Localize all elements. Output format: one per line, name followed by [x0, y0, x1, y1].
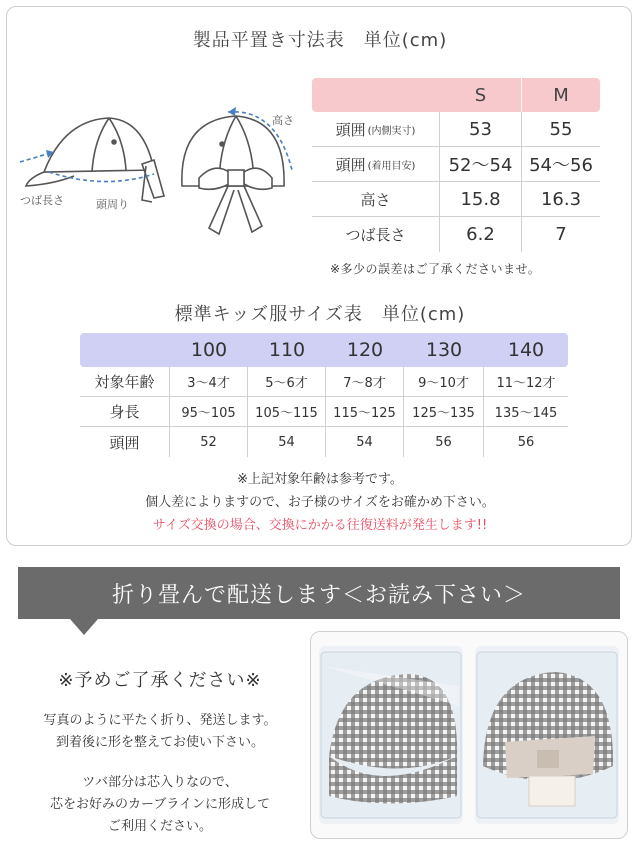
- cell-m: 7: [555, 224, 567, 245]
- folded-shipping-banner: 折り畳んで配送します＜お読み下さい＞: [18, 567, 620, 619]
- table-cell: 9〜10才: [404, 367, 484, 396]
- table-cell: 95〜105: [170, 397, 248, 426]
- table-cell: 56: [404, 427, 484, 457]
- note-age-reference: ※上記対象年齢は参考です。: [237, 472, 403, 487]
- table-row: [80, 367, 568, 397]
- shipping-explanation: [0, 666, 320, 838]
- table-row: [80, 427, 568, 457]
- cell-s: 6.2: [440, 217, 522, 252]
- cap-back-view: [182, 116, 284, 234]
- shipping-line: ツバ部分は芯入りなので、: [82, 775, 238, 790]
- tolerance-note: ※多少の誤差はご了承くださいませ。: [330, 262, 541, 276]
- cell-m: 54〜56: [529, 155, 593, 176]
- row-label: つば長さ: [312, 217, 440, 252]
- table-cell: 56: [517, 434, 535, 450]
- shipping-line: 写真のように平たく折り、発送します。: [43, 713, 277, 728]
- table-cell: 7〜8才: [326, 367, 404, 396]
- packaged-cap-photo-back: [475, 646, 619, 824]
- table-cell: 52: [170, 427, 248, 457]
- table-cell: 105〜115: [248, 397, 326, 426]
- product-table-title: 製品平置き寸法表 単位(cm): [192, 30, 448, 51]
- note-exchange-shipping-warning: サイズ交換の場合、交換にかかる往復送料が発生します!!: [152, 518, 488, 533]
- cell-s: 15.8: [440, 182, 522, 216]
- row-label-text: 頭囲: [335, 120, 366, 139]
- table-cell: 54: [326, 427, 404, 457]
- cap-illustration: [14, 100, 304, 250]
- table-row: [80, 397, 568, 427]
- cell-m: 55: [549, 118, 573, 140]
- row-label-sub: (着用目安): [367, 160, 416, 172]
- row-label: 対象年齢: [80, 367, 170, 396]
- size-header-m: M: [553, 84, 569, 106]
- cap-side-view: [26, 118, 164, 202]
- product-table-header: [312, 78, 600, 112]
- header-empty: [80, 333, 170, 367]
- table-cell: 5〜6才: [248, 367, 326, 396]
- size-header: 100: [190, 339, 228, 361]
- cell-m: 16.3: [540, 188, 582, 210]
- label-height: 高さ: [272, 114, 294, 127]
- table-row: [312, 112, 600, 147]
- row-label: [312, 112, 440, 146]
- size-header: 130: [425, 339, 463, 361]
- table-cell: 115〜125: [326, 397, 404, 426]
- table-cell: 135〜145: [494, 406, 558, 421]
- size-header: 110: [268, 339, 306, 361]
- table-cell: 125〜135: [404, 397, 484, 426]
- note-individual-difference: 個人差によりますので、お子様のサイズをお確かめ下さい。: [145, 495, 495, 510]
- label-brim-length: つば長さ: [20, 194, 64, 207]
- header-empty: [312, 78, 440, 112]
- shipping-notice-heading: ※予めご了承ください※: [58, 670, 262, 691]
- table-cell: 11〜12才: [496, 376, 556, 391]
- cap-diagram-svg: [14, 100, 304, 250]
- kids-table-title: 標準キッズ服サイズ表 単位(cm): [174, 304, 466, 325]
- table-cell: 3〜4才: [170, 367, 248, 396]
- cell-s: 53: [440, 112, 522, 146]
- product-size-table: [312, 78, 600, 252]
- row-label: 身長: [80, 397, 170, 426]
- shipping-line: 到着後に形を整えてお使い下さい。: [55, 735, 264, 750]
- row-label: 頭囲: [80, 427, 170, 457]
- packaged-cap-photos: [310, 631, 628, 839]
- size-header: 140: [507, 339, 545, 361]
- banner-tail: [70, 619, 98, 635]
- packaged-cap-photo-front: [319, 646, 463, 824]
- label-head-circumference: 頭周り: [96, 198, 129, 211]
- row-label: 高さ: [312, 182, 440, 216]
- table-cell: 54: [248, 427, 326, 457]
- row-label: [312, 147, 440, 181]
- shipping-line: ご利用ください。: [107, 819, 212, 834]
- cell-s: 52〜54: [440, 147, 522, 181]
- kids-table-header: [80, 333, 568, 367]
- kids-size-table: [80, 333, 568, 457]
- size-header-s: S: [440, 78, 522, 112]
- table-row: [312, 182, 600, 217]
- row-label-text: 頭囲: [335, 155, 366, 174]
- size-notes: [0, 468, 640, 537]
- table-row: [312, 147, 600, 182]
- table-row: [312, 217, 600, 252]
- row-label-sub: (内側実寸): [367, 125, 416, 137]
- size-header: 120: [346, 339, 384, 361]
- shipping-line: 芯をお好みのカーブラインに形成して: [50, 797, 270, 812]
